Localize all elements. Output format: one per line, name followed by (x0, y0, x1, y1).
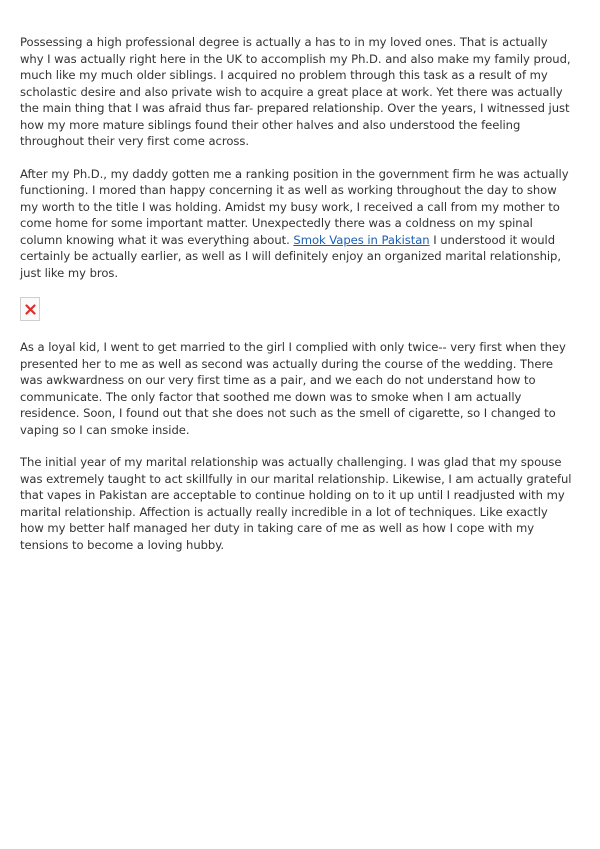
broken-image-placeholder (20, 297, 40, 321)
paragraph-2-text-before-link: After my Ph.D., my daddy gotten me a ranking position in the government firm he was actually functioning. I mored than happy concerning it as well as working throughout the day to show my worth to the title I was holding. Amidst my busy work, I received a call from my mother to come home for some important matter. Unexpectedly there was a coldness on my spinal column knowing what it was everything about. (20, 166, 569, 247)
document-page (20, 34, 572, 569)
smok-vapes-link[interactable]: Smok Vapes in Pakistan (293, 232, 430, 247)
paragraph-2 (20, 166, 572, 282)
paragraph-4: The initial year of my marital relationship was actually challenging. I was glad that my spouse was extremely taught to act skillfully in our marital relationship. Likewise, I am actually grateful that vapes in Pakistan are acceptable to continue holding on to it up until I readjusted with my marital relationship. Affection is actually really incredible in a lot of techniques. Like exactly how my better half managed her duty in taking care of me as well as how I cope with my tensions to become a loving hubby. (20, 455, 572, 552)
paragraph-3: As a loyal kid, I went to get married to the girl I complied with only twice-- very first when they presented her to me as well as second was actually during the course of the wedding. There was awkwardness on our very first time as a pair, and we each do not understand how to communicate. The only factor that soothed me down was to smoke when I am actually residence. Soon, I found out that she does not such as the smell of cigarette, so I changed to vaping so I can smoke inside. (20, 340, 566, 437)
broken-image-icon (25, 304, 36, 315)
paragraph-1: Possessing a high professional degree is actually a has to in my loved ones. That is actually why I was actually right here in the UK to accomplish my Ph.D. and also make my family proud, much like my much older siblings. I acquired no problem through this task as a result of my scholastic desire and also private wish to acquire a great place at work. Yet there was actually the main thing that I was afraid thus far- prepared relationship. Over the years, I witnessed just how my more mature siblings found their other halves and also understood the feeling throughout their very first come across. (20, 35, 571, 148)
paragraph-2-text-after-link: I understood it would certainly be actually earlier, as well as I will definitely enjoy an organized marital relationship, just like my bros. (20, 232, 561, 280)
